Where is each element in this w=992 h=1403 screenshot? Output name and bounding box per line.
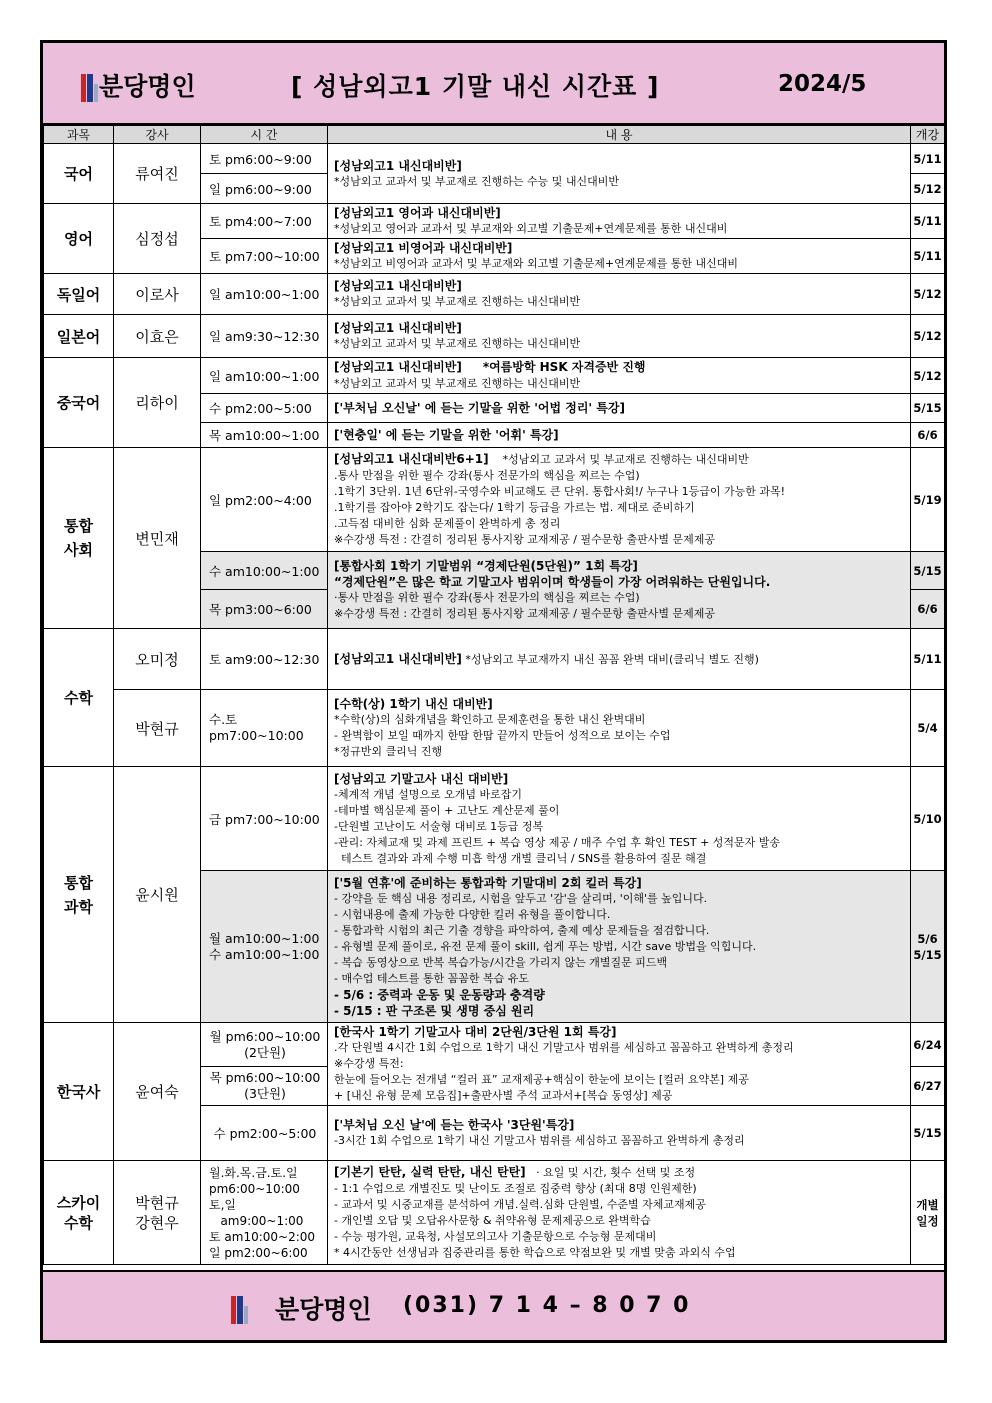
table-row (44, 448, 945, 552)
class-desc: - 매수업 테스트를 통한 꼼꼼한 복습 유도 (334, 971, 529, 985)
subject-korean: 국어 (44, 144, 114, 204)
time-cell (201, 1023, 328, 1067)
start-date: 6/27 (911, 1067, 945, 1106)
header-date: 2024/5 (778, 71, 867, 97)
teacher-math: 오미정 (114, 629, 201, 690)
timetable-sheet (40, 40, 947, 1343)
class-desc: - 개인별 오답 및 오답유사문항 & 취약유형 문제제공으로 완벽학습 (334, 1214, 651, 1227)
class-desc: .통사 만점을 위한 필수 강좌(통사 전문가의 핵심을 찌르는 수업) (334, 469, 640, 482)
time-cell: 수 am10:00~1:00 (201, 552, 328, 590)
content-cell (328, 358, 911, 394)
class-desc: *성남외고 부교재까지 내신 꼼꼼 완벽 대비(클리닉 별도 진행) (465, 652, 759, 666)
class-highlight: - 5/6 : 중력과 운동 및 운동량과 충격량 (334, 987, 545, 1002)
start-date: 5/15 (911, 1106, 945, 1161)
date-line: 개별 (916, 1197, 939, 1212)
col-start: 개강 (911, 126, 945, 144)
table-row (44, 315, 945, 358)
col-subject: 과목 (44, 126, 114, 144)
content-cell (328, 690, 911, 767)
content-cell (328, 871, 911, 1023)
teacher-line: 박현규 (135, 1193, 179, 1212)
class-title: [성남외고1 내신대비반] (334, 651, 462, 666)
class-title: [성남외고1 내신대비반] (334, 360, 462, 374)
content-cell (328, 144, 911, 204)
subject-chinese: 중국어 (44, 358, 114, 448)
class-desc: *성남외고 교과서 및 부교재로 진행하는 수능 및 내신대비반 (334, 174, 619, 188)
time-cell: 수 pm2:00~5:00 (201, 1106, 328, 1161)
class-desc: .1학기를 잡아야 2학기도 잡는다/ 1학기 등급을 가르는 법. 제대로 준비하기 (334, 501, 695, 514)
class-desc: - 복습 동영상으로 반복 복습가능/시간을 가리지 않는 개별질문 피드백 (334, 955, 668, 969)
time-line: 수.토 (209, 712, 238, 727)
table-row (44, 274, 945, 315)
col-content: 내 용 (328, 126, 911, 144)
subject-science (44, 767, 114, 1023)
class-title: [성남외고1 내신대비반] (334, 321, 462, 335)
time-cell: 토 pm7:00~10:00 (201, 239, 328, 274)
content-cell (328, 204, 911, 239)
class-desc: *성남외고 교과서 및 부교재로 진행하는 내신대비반 (334, 377, 581, 390)
teacher-german: 이로사 (114, 274, 201, 315)
teacher-history: 윤여숙 (114, 1023, 201, 1161)
table-row (44, 358, 945, 394)
time-cell: 목 am10:00~1:00 (201, 423, 328, 448)
content-cell (328, 274, 911, 315)
class-desc: ·통사 만점을 위한 필수 강좌(통사 전문가의 핵심을 찌르는 수업) (334, 591, 640, 604)
time-cell: 목 pm3:00~6:00 (201, 590, 328, 629)
start-date: 5/12 (911, 274, 945, 315)
time-line: (2단원) (244, 1044, 286, 1060)
date-line: 5/6 (917, 931, 938, 946)
class-title: [성남외고 기말고사 내신 대비반] (334, 771, 509, 786)
subject-german: 독일어 (44, 274, 114, 315)
class-desc: *성남외고 교과서 및 부교재로 진행하는 내신대비반 (334, 295, 581, 308)
page-title: [ 성남외고1 기말 내신 시간표 ] (291, 72, 660, 101)
time-line: pm6:00~10:00 (209, 1181, 300, 1196)
class-extra: *성남외고 교과서 및 부교재로 진행하는 내신대비반 (502, 453, 749, 466)
time-cell: 일 am10:00~1:00 (201, 274, 328, 315)
class-title: [성남외고1 비영어과 내신대비반] (334, 241, 513, 255)
content-cell (328, 423, 911, 448)
subject-line: 과학 (64, 897, 93, 916)
footer-phone[interactable]: (031) 7 1 4 – 8 0 7 0 (403, 1293, 691, 1318)
subject-history: 한국사 (44, 1023, 114, 1161)
start-date: 6/6 (911, 590, 945, 629)
col-time: 시 간 (201, 126, 328, 144)
class-desc: - 수능 평가원, 교육청, 사설모의고사 기출문항으로 수능형 문제대비 (334, 1230, 657, 1243)
class-highlight: - 5/15 : 판 구조론 및 생명 중심 원리 (334, 1003, 535, 1018)
time-cell: 일 pm2:00~4:00 (201, 448, 328, 552)
start-date: 6/6 (911, 423, 945, 448)
start-date: 5/19 (911, 448, 945, 552)
class-desc: - 강약을 둔 핵심 내용 정리로, 시험을 앞두고 '감'을 살리며, '이해'를 높입니다. (334, 891, 708, 905)
class-desc: ※수강생 특전 : 간결히 정리된 통사지왕 교재제공 / 필수문항 출판사별 문제제공 (334, 607, 715, 620)
class-desc: -3시간 1회 수업으로 1학기 내신 기말고사 범위를 세심하고 꼼꼼하고 완벽하게 총정리 (334, 1134, 745, 1147)
time-cell (201, 1161, 328, 1265)
time-cell (201, 871, 328, 1023)
date-line: 5/15 (913, 947, 942, 962)
subject-math: 수학 (44, 629, 114, 767)
time-line: am9:00~1:00 (209, 1213, 304, 1228)
class-desc: - 유형별 문제 풀이로, 유전 문제 풀이 skill, 쉽게 푸는 방법, 시간 save 방법을 익힙니다. (334, 939, 757, 953)
content-cell (328, 1161, 911, 1265)
class-desc: *성남외고 비영어과 교과서 및 부교재와 외고별 기출문제+연계문제를 통한 내신대비 (334, 257, 738, 270)
class-desc: * 4시간동안 선생님과 집중관리를 통한 학습으로 약점보완 및 개별 맞춤 과외식 수업 (334, 1246, 736, 1259)
subject-line: 수학 (64, 1213, 93, 1232)
time-cell: 일 pm6:00~9:00 (201, 174, 328, 204)
class-desc: *성남외고 교과서 및 부교재로 진행하는 내신대비반 (334, 337, 581, 350)
class-desc: - 통합과학 시험의 최근 기출 경향을 파악하여, 출제 예상 문제들을 점검합니다. (334, 923, 710, 937)
content-cell (328, 448, 911, 552)
teacher-line: 강현우 (135, 1213, 179, 1232)
time-cell: 일 am10:00~1:00 (201, 358, 328, 394)
class-desc: .각 단원별 4시간 1회 수업으로 1학기 내신 기말고사 범위를 세심하고 꼼꼼하고 완벽하게 총정리 (334, 1041, 794, 1054)
time-line: 월 am10:00~1:00 (209, 930, 320, 946)
footer-brand: 분당명인 (275, 1295, 372, 1324)
col-teacher: 강사 (114, 126, 201, 144)
start-date: 5/10 (911, 767, 945, 871)
teacher-japanese: 이효은 (114, 315, 201, 358)
time-cell: 토 pm4:00~7:00 (201, 204, 328, 239)
start-date: 5/15 (911, 552, 945, 590)
start-date: 5/12 (911, 358, 945, 394)
class-title: [성남외고1 내신대비반] (334, 279, 462, 293)
class-extra: *여름방학 HSK 자격증반 진행 (482, 360, 646, 374)
class-desc: -테마별 핵심문제 풀이 + 고난도 계산문제 풀이 (334, 803, 560, 817)
class-desc: - 1:1 수업으로 개별진도 및 난이도 조절로 집중력 향상 (최대 8명 인원제한) (334, 1182, 697, 1195)
class-title: ['현충일' 에 듣는 기말을 위한 '어휘' 특강] (334, 428, 559, 442)
class-title: [성남외고1 내신대비반] (334, 158, 462, 173)
time-line: 일 pm2:00~6:00 (209, 1245, 308, 1260)
content-cell (328, 767, 911, 871)
time-line: 월.화.목.금.토.일 (209, 1165, 298, 1180)
class-desc: .1학기 3단위. 1년 6단위-국영수와 비교해도 큰 단위. 통합사회!/ 누구나 1등급이 가능한 과목! (334, 485, 786, 498)
start-date: 5/15 (911, 394, 945, 423)
subject-line: 통합 (64, 517, 93, 535)
time-cell: 수 pm2:00~5:00 (201, 394, 328, 423)
class-desc: -관리: 자체교재 및 과제 프린트 + 복습 영상 제공 / 매주 수업 후 확인 TEST + 성적문자 발송 (334, 835, 781, 849)
class-desc: .고득점 대비한 심화 문제풀이 완벽하게 총 정리 (334, 517, 561, 530)
class-highlight: “경제단원”은 많은 학교 기말고사 범위이며 학생들이 가장 어려워하는 단원입니다. (334, 575, 771, 589)
class-desc: -단원별 고난이도 서술형 대비로 1등급 정복 (334, 819, 544, 833)
start-date: 5/11 (911, 144, 945, 174)
teacher-korean: 류여진 (114, 144, 201, 204)
content-cell (328, 552, 911, 629)
class-desc: + [내신 유형 문제 모음집]+출판사별 주석 교과서+[복습 동영상] 제공 (334, 1089, 673, 1102)
class-desc: - 시험내용에 출제 가능한 다양한 킬러 유형을 풀이합니다. (334, 907, 611, 921)
subject-line: 통합 (64, 873, 93, 892)
content-cell (328, 1106, 911, 1161)
content-cell (328, 239, 911, 274)
teacher-chinese: 리하이 (114, 358, 201, 448)
content-cell (328, 629, 911, 690)
content-cell (328, 1023, 911, 1106)
time-line: 토 am10:00~2:00 (209, 1229, 316, 1244)
time-line: (3단원) (244, 1086, 286, 1102)
start-date: 5/12 (911, 174, 945, 204)
class-title: [기본기 탄탄, 실력 탄탄, 내신 탄탄] (334, 1165, 526, 1179)
footer-banner (43, 1270, 944, 1340)
teacher-math: 박현규 (114, 690, 201, 767)
time-line: 토,일 (209, 1197, 236, 1212)
time-cell: 토 am9:00~12:30 (201, 629, 328, 690)
time-line: 수 am10:00~1:00 (209, 946, 320, 962)
content-cell (328, 394, 911, 423)
brand-logo-icon (231, 1296, 249, 1324)
time-cell (201, 690, 328, 767)
time-line: 월 pm6:00~10:00 (209, 1028, 321, 1044)
brand-logo-icon (81, 74, 99, 102)
class-title: ['부처님 오신 날'에 듣는 한국사 '3단원'특강] (334, 1118, 575, 1132)
teacher-science: 윤시원 (114, 767, 201, 1023)
table-row (44, 690, 945, 767)
class-title: [통합사회 1학기 기말범위 “경제단원(5단원)” 1회 특강] (334, 559, 638, 573)
time-line: pm7:00~10:00 (209, 728, 304, 743)
class-desc: *수학(상)의 심화개념을 확인하고 문제훈련을 통한 내신 완벽대비 (334, 713, 646, 726)
class-title: [수학(상) 1학기 내신 대비반] (334, 697, 493, 711)
class-desc: ※수강생 특전 : 간결히 정리된 통사지왕 교재제공 / 필수문항 출판사별 문제제공 (334, 533, 715, 546)
table-row (44, 144, 945, 174)
start-date (911, 1161, 945, 1265)
class-title: ['부처님 오신날' 에 듣는 기말을 위한 '어법 정리' 특강] (334, 401, 625, 415)
class-extra: · 요일 및 시간, 횟수 선택 및 조정 (536, 1166, 696, 1179)
subject-skymath (44, 1161, 114, 1265)
subject-japanese: 일본어 (44, 315, 114, 358)
table-row (44, 629, 945, 690)
class-desc: - 교과서 및 시중교재를 분석하여 개념.실력.심화 단원별, 수준별 자체교재제공 (334, 1198, 706, 1211)
date-line: 일정 (916, 1213, 939, 1228)
start-date: 5/11 (911, 239, 945, 274)
time-cell: 금 pm7:00~10:00 (201, 767, 328, 871)
table-row (44, 1023, 945, 1067)
time-line: 목 pm6:00~10:00 (209, 1070, 321, 1086)
time-cell (201, 1067, 328, 1106)
subject-line: 사회 (64, 541, 93, 559)
class-desc: 한눈에 들어오는 전개념 “컬러 표” 교재제공+핵심이 한눈에 보이는 [컬러 요약본] 제공 (334, 1073, 749, 1086)
class-desc: *정규반외 클리닉 진행 (334, 745, 443, 758)
start-date: 6/24 (911, 1023, 945, 1067)
table-row (44, 767, 945, 871)
header-banner (43, 43, 944, 125)
class-desc: - 완벽함이 보일 때까지 한땀 한땀 끝까지 만들어 성적으로 보이는 수업 (334, 729, 671, 742)
class-desc: 테스트 결과와 과제 수행 미흡 학생 개별 클리닉 / SNS를 활용하여 질문 해결 (334, 851, 707, 865)
teacher-english: 심정섭 (114, 204, 201, 274)
class-desc: ※수강생 특전: (334, 1057, 404, 1070)
subject-english: 영어 (44, 204, 114, 274)
class-desc: -체계적 개념 설명으로 오개념 바로잡기 (334, 787, 522, 801)
teacher-skymath (114, 1161, 201, 1265)
class-title: [한국사 1학기 기말고사 대비 2단원/3단원 1회 특강] (334, 1025, 617, 1039)
start-date: 5/4 (911, 690, 945, 767)
start-date (911, 871, 945, 1023)
start-date: 5/11 (911, 204, 945, 239)
table-row (44, 1161, 945, 1265)
timetable (43, 125, 945, 1265)
teacher-social: 변민재 (114, 448, 201, 629)
start-date: 5/11 (911, 629, 945, 690)
class-desc: *성남외고 영어과 교과서 및 부교재와 외고별 기출문제+연계문제를 통한 내신대비 (334, 222, 728, 235)
content-cell (328, 315, 911, 358)
header-brand: 분당명인 (99, 72, 196, 101)
start-date: 5/12 (911, 315, 945, 358)
class-title: [성남외고1 영어과 내신대비반] (334, 206, 501, 220)
table-header-row (44, 126, 945, 144)
class-title: ['5월 연휴'에 준비하는 통합과학 기말대비 2회 킬러 특강] (334, 875, 642, 890)
time-cell: 일 am9:30~12:30 (201, 315, 328, 358)
class-title: [성남외고1 내신대비반6+1] (334, 452, 489, 466)
table-row (44, 204, 945, 239)
time-cell: 토 pm6:00~9:00 (201, 144, 328, 174)
subject-line: 스카이 (56, 1193, 101, 1212)
subject-social (44, 448, 114, 629)
